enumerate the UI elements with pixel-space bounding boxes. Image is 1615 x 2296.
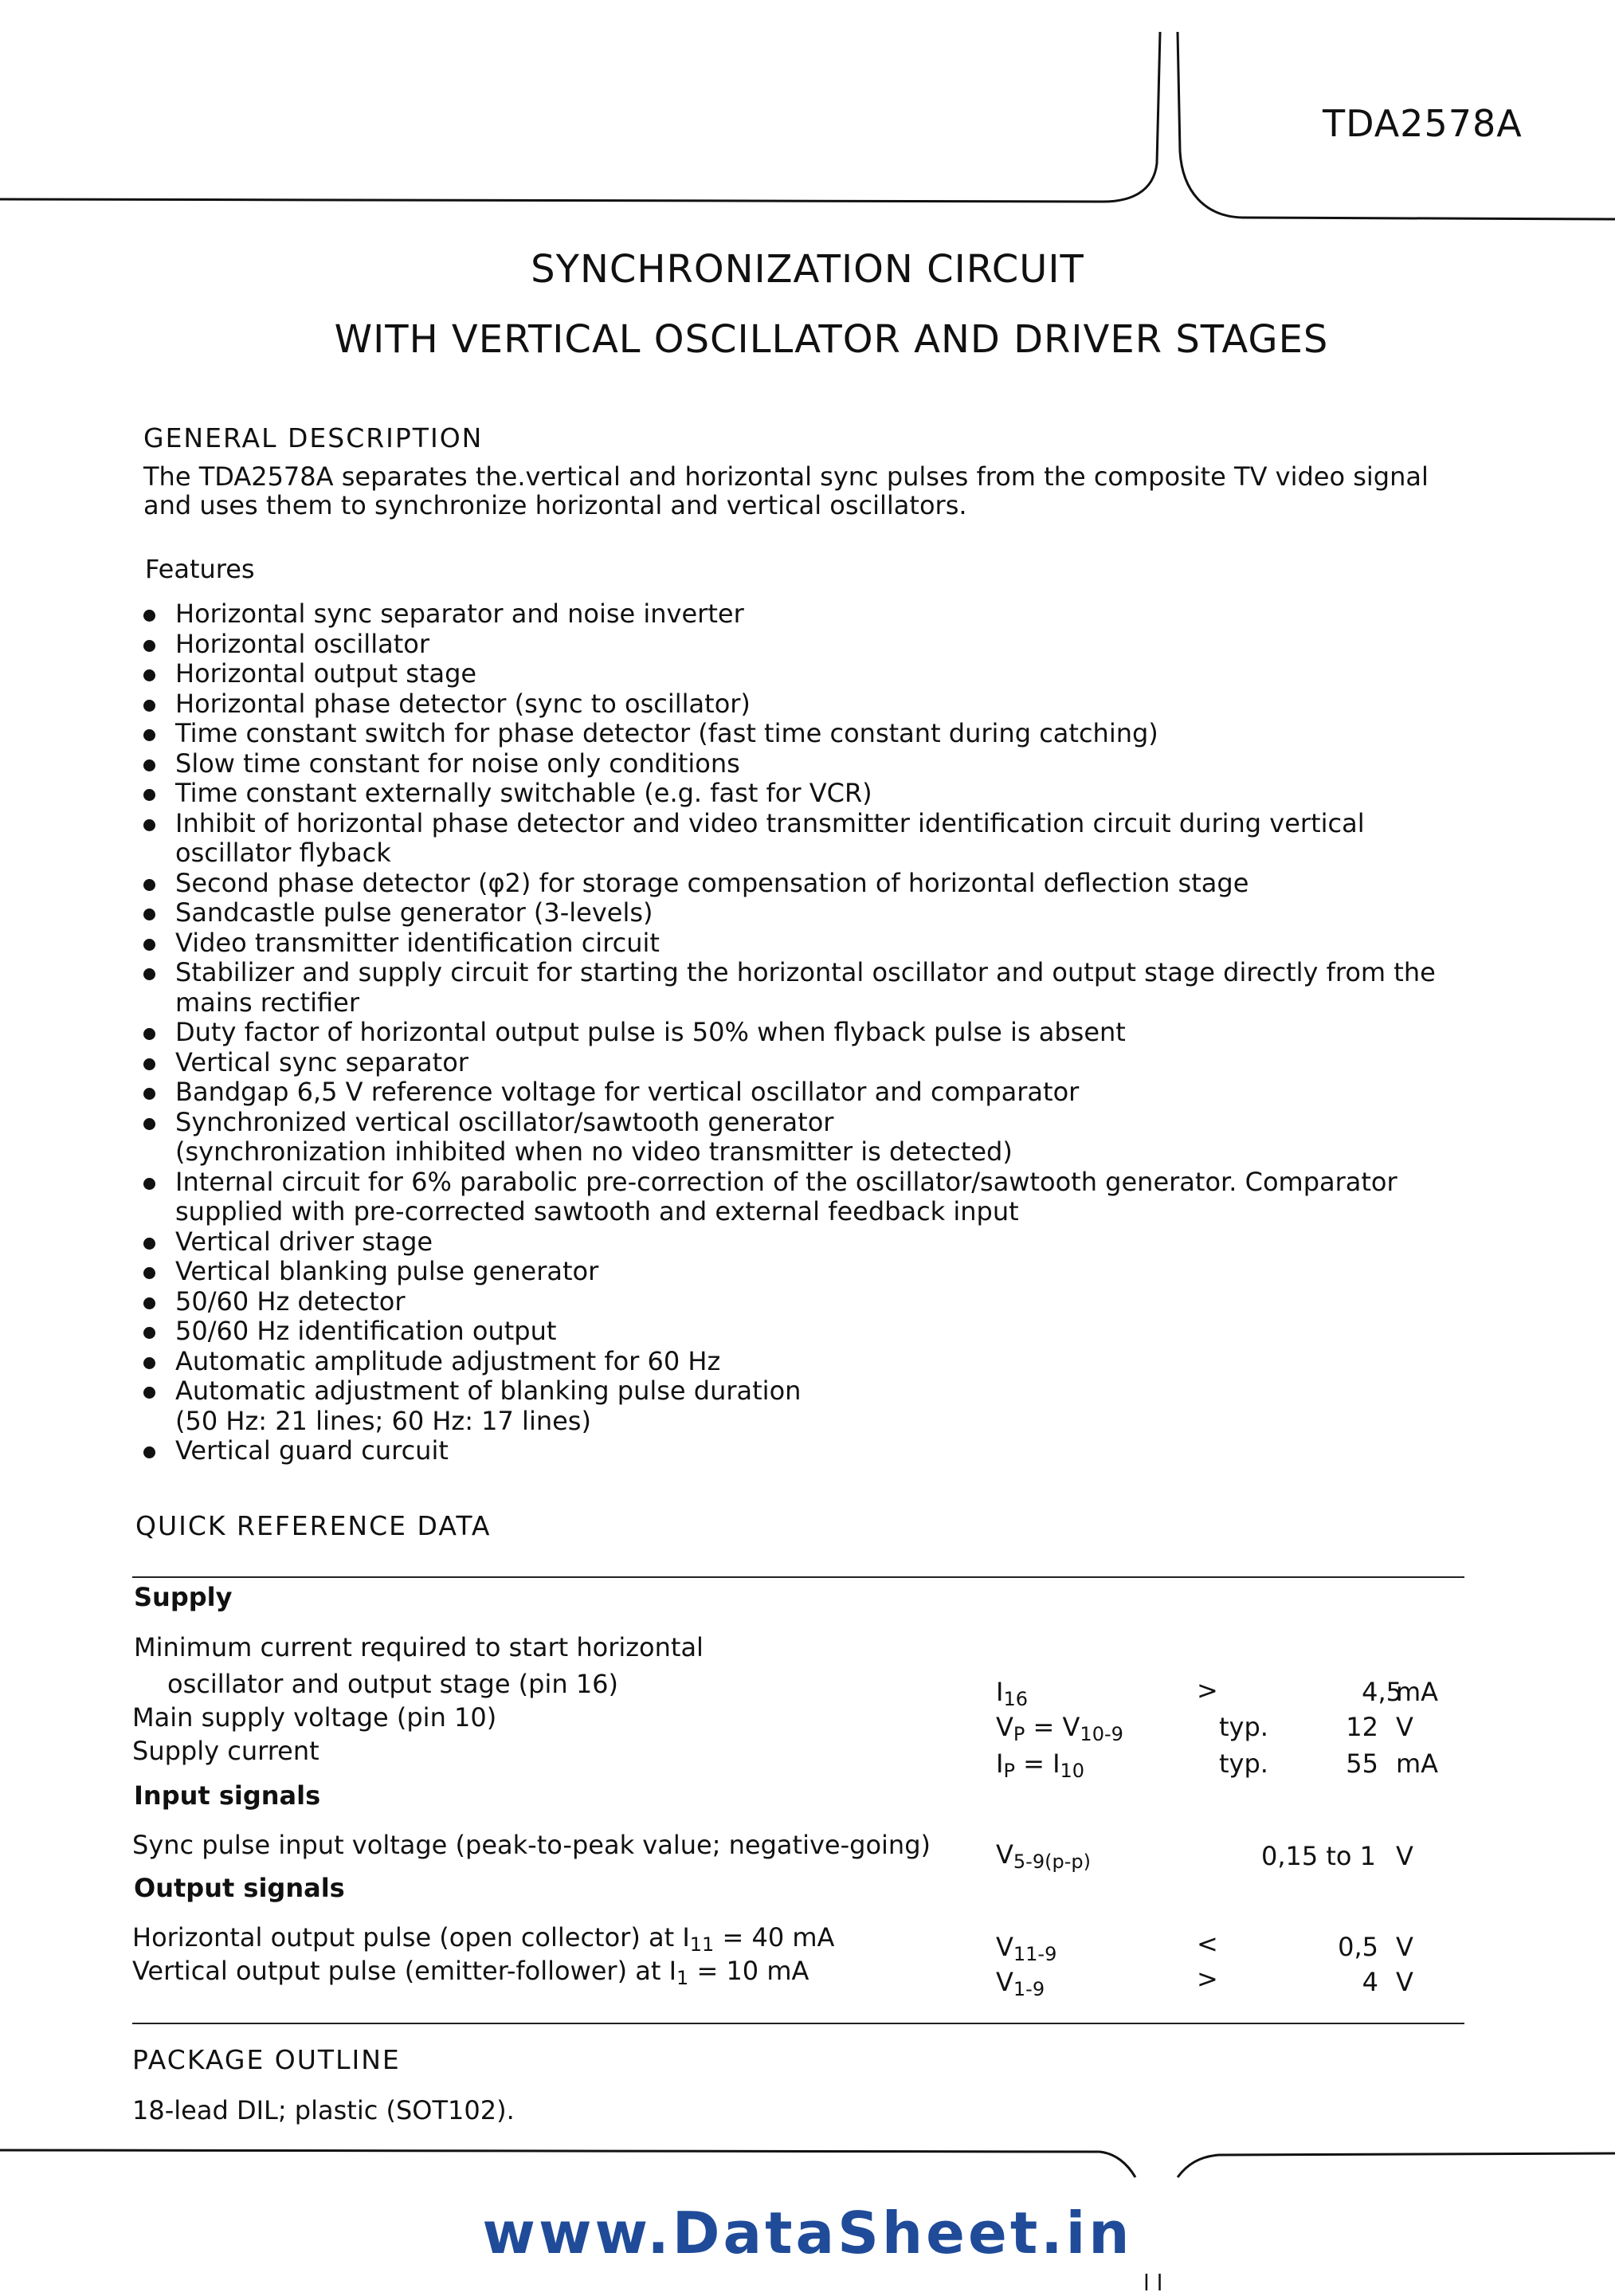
feature-text: Horizontal sync separator and noise inverter xyxy=(175,599,744,629)
main-voltage-value: 12 xyxy=(1346,1712,1378,1742)
bullet-icon xyxy=(143,1178,155,1190)
feature-text-continuation: oscillator flyback xyxy=(175,838,391,868)
input-signals-heading: Input signals xyxy=(134,1780,321,1811)
page-mark: l l xyxy=(1143,2270,1163,2296)
supply-heading: Supply xyxy=(134,1582,233,1612)
header-rule-left xyxy=(0,32,1160,202)
feature-text: Horizontal output stage xyxy=(175,658,477,689)
feature-text: Time constant externally switchable (e.g. fast for VCR) xyxy=(175,778,872,808)
vertical-output-unit: V xyxy=(1396,1967,1413,1997)
bullet-icon xyxy=(143,1387,155,1399)
divider xyxy=(132,1576,1464,1578)
bullet-icon xyxy=(143,1297,155,1309)
feature-item xyxy=(140,1168,1479,1227)
bullet-icon xyxy=(143,879,155,891)
divider xyxy=(132,2023,1464,2024)
main-voltage-symbol: $V_P = V_{10-9}$ xyxy=(996,1712,1123,1745)
bullet-icon xyxy=(143,610,155,622)
quick-reference-heading: QUICK REFERENCE DATA xyxy=(135,1510,492,1541)
watermark: www.DataSheet.in xyxy=(482,2200,1133,2267)
feature-item xyxy=(140,749,1479,779)
feature-item xyxy=(140,659,1479,689)
bullet-icon xyxy=(143,759,155,771)
feature-text: Vertical driver stage xyxy=(175,1226,433,1257)
sync-input-unit: V xyxy=(1396,1841,1413,1871)
general-description-heading: GENERAL DESCRIPTION xyxy=(143,422,484,453)
bullet-icon xyxy=(143,789,155,801)
feature-text: Internal circuit for 6% parabolic pre-correction of the oscillator/sawtooth generator. Comparator xyxy=(175,1166,1397,1197)
supply-current-qualifier: typ. xyxy=(1219,1748,1268,1779)
output-signals-heading: Output signals xyxy=(134,1873,345,1903)
feature-item xyxy=(140,1317,1479,1347)
feature-text: Sandcastle pulse generator (3-levels) xyxy=(175,897,653,928)
feature-text-continuation: supplied with pre-corrected sawtooth and external feedback input xyxy=(175,1196,1019,1226)
min-current-qualifier: > xyxy=(1197,1675,1218,1705)
part-number: TDA2578A xyxy=(1323,102,1523,145)
page-title-line-1: SYNCHRONIZATION CIRCUIT xyxy=(531,247,1084,292)
feature-text: Slow time constant for noise only conditions xyxy=(175,748,740,779)
vertical-output-symbol: $V_{1-9}$ xyxy=(996,1967,1045,2000)
min-current-symbol: $I_{16}$ xyxy=(996,1677,1028,1710)
feature-item xyxy=(140,689,1479,720)
feature-text: Vertical guard curcuit xyxy=(175,1435,449,1466)
supply-current-symbol: $I_P = I_{10}$ xyxy=(996,1748,1085,1782)
feature-item xyxy=(140,869,1479,899)
main-voltage-label: Main supply voltage (pin 10) xyxy=(132,1702,497,1733)
feature-item xyxy=(140,898,1479,928)
feature-item xyxy=(140,779,1479,809)
feature-item xyxy=(140,1376,1479,1436)
feature-text: Vertical blanking pulse generator xyxy=(175,1256,599,1286)
bullet-icon xyxy=(143,1446,155,1458)
feature-text-continuation: mains rectifier xyxy=(175,987,359,1018)
horizontal-output-qualifier: < xyxy=(1197,1929,1218,1959)
feature-item xyxy=(140,630,1479,660)
min-current-label-line-1: Minimum current required to start horizontal xyxy=(134,1632,704,1662)
feature-item xyxy=(140,719,1479,749)
feature-text: 50/60 Hz detector xyxy=(175,1285,406,1317)
feature-text: Horizontal phase detector (sync to oscillator) xyxy=(175,688,751,719)
sync-input-label: Sync pulse input voltage (peak-to-peak value; negative-going) xyxy=(132,1830,931,1860)
bullet-icon xyxy=(143,1238,155,1250)
feature-item xyxy=(140,1108,1479,1168)
feature-item xyxy=(140,1048,1479,1078)
horizontal-output-label: Horizontal output pulse (open collector) at $I_{11} = 40$ mA xyxy=(132,1922,835,1956)
feature-item xyxy=(140,958,1479,1018)
bullet-icon xyxy=(143,1028,155,1040)
feature-item xyxy=(140,1227,1479,1258)
bullet-icon xyxy=(143,939,155,951)
vertical-output-qualifier: > xyxy=(1197,1964,1218,1994)
vertical-output-value: 4 xyxy=(1362,1967,1378,1997)
bullet-icon xyxy=(143,1118,155,1130)
feature-text: Second phase detector (φ2) for storage compensation of horizontal deflection stage xyxy=(175,867,1249,898)
feature-item xyxy=(140,1257,1479,1287)
feature-item xyxy=(140,1018,1479,1048)
footer-rule-right xyxy=(1178,2153,1615,2177)
bullet-icon xyxy=(143,1357,155,1369)
features-heading: Features xyxy=(145,554,255,584)
min-current-value: 4,5 xyxy=(1362,1677,1402,1707)
supply-current-value: 55 xyxy=(1346,1748,1378,1779)
main-voltage-unit: V xyxy=(1396,1712,1413,1742)
package-outline-text: 18-lead DIL; plastic (SOT102). xyxy=(132,2095,515,2125)
feature-text: Time constant switch for phase detector (fast time constant during catching) xyxy=(175,718,1158,748)
main-voltage-qualifier: typ. xyxy=(1219,1712,1268,1742)
supply-current-unit: mA xyxy=(1396,1748,1439,1779)
min-current-label-line-2: oscillator and output stage (pin 16) xyxy=(167,1669,619,1699)
horizontal-output-unit: V xyxy=(1396,1932,1413,1962)
sync-input-value: 0,15 to 1 xyxy=(1260,1841,1377,1871)
package-outline-heading: PACKAGE OUTLINE xyxy=(132,2044,401,2075)
feature-text: Duty factor of horizontal output pulse is 50% when flyback pulse is absent xyxy=(175,1017,1126,1047)
footer-rule-left xyxy=(0,2150,1135,2177)
bullet-icon xyxy=(143,669,155,681)
bullet-icon xyxy=(143,968,155,980)
bullet-icon xyxy=(143,819,155,831)
feature-text: Inhibit of horizontal phase detector and video transmitter identification circuit during vertical xyxy=(175,807,1365,838)
bullet-icon xyxy=(143,1267,155,1279)
page-title-line-2: WITH VERTICAL OSCILLATOR AND DRIVER STAGES xyxy=(334,317,1329,362)
feature-text-continuation: (synchronization inhibited when no video transmitter is detected) xyxy=(175,1136,1013,1167)
feature-text: 50/60 Hz identification output xyxy=(175,1316,557,1346)
bullet-icon xyxy=(143,1327,155,1339)
supply-current-label: Supply current xyxy=(132,1736,319,1766)
feature-item xyxy=(140,599,1479,630)
bullet-icon xyxy=(143,1058,155,1070)
bullet-icon xyxy=(143,729,155,741)
feature-item xyxy=(140,928,1479,959)
min-current-unit: mA xyxy=(1396,1677,1439,1707)
feature-text: Bandgap 6,5 V reference voltage for vertical oscillator and comparator xyxy=(175,1077,1080,1107)
feature-text: Horizontal oscillator xyxy=(175,628,429,659)
bullet-icon xyxy=(143,700,155,712)
general-description-text: The TDA2578A separates the.vertical and horizontal sync pulses from the composite TV video signal and uses them to synchronize horizontal and vertical oscillators. xyxy=(143,461,1429,520)
feature-item xyxy=(140,1436,1479,1466)
bullet-icon xyxy=(143,909,155,920)
features-list xyxy=(140,599,1479,1466)
feature-text: Automatic adjustment of blanking pulse duration xyxy=(175,1376,802,1406)
vertical-output-label: Vertical output pulse (emitter-follower) at $I_1 = 10$ mA xyxy=(132,1956,809,1989)
feature-text: Automatic amplitude adjustment for 60 Hz xyxy=(175,1345,721,1376)
feature-item xyxy=(140,809,1479,869)
horizontal-output-symbol: $V_{11-9}$ xyxy=(996,1932,1057,1965)
bullet-icon xyxy=(143,640,155,652)
feature-text: Synchronized vertical oscillator/sawtooth generator xyxy=(175,1106,834,1137)
feature-item xyxy=(140,1287,1479,1317)
feature-text-continuation: (50 Hz: 21 lines; 60 Hz: 17 lines) xyxy=(175,1405,591,1436)
horizontal-output-value: 0,5 xyxy=(1338,1932,1378,1962)
feature-text: Stabilizer and supply circuit for starting the horizontal oscillator and output stage directly from the xyxy=(175,957,1436,987)
sync-input-symbol: $V_{5-9(p-p)}$ xyxy=(996,1839,1091,1873)
bullet-icon xyxy=(143,1088,155,1100)
feature-item xyxy=(140,1077,1479,1108)
feature-text: Video transmitter identification circuit xyxy=(175,927,660,958)
feature-item xyxy=(140,1347,1479,1377)
feature-text: Vertical sync separator xyxy=(175,1046,468,1077)
